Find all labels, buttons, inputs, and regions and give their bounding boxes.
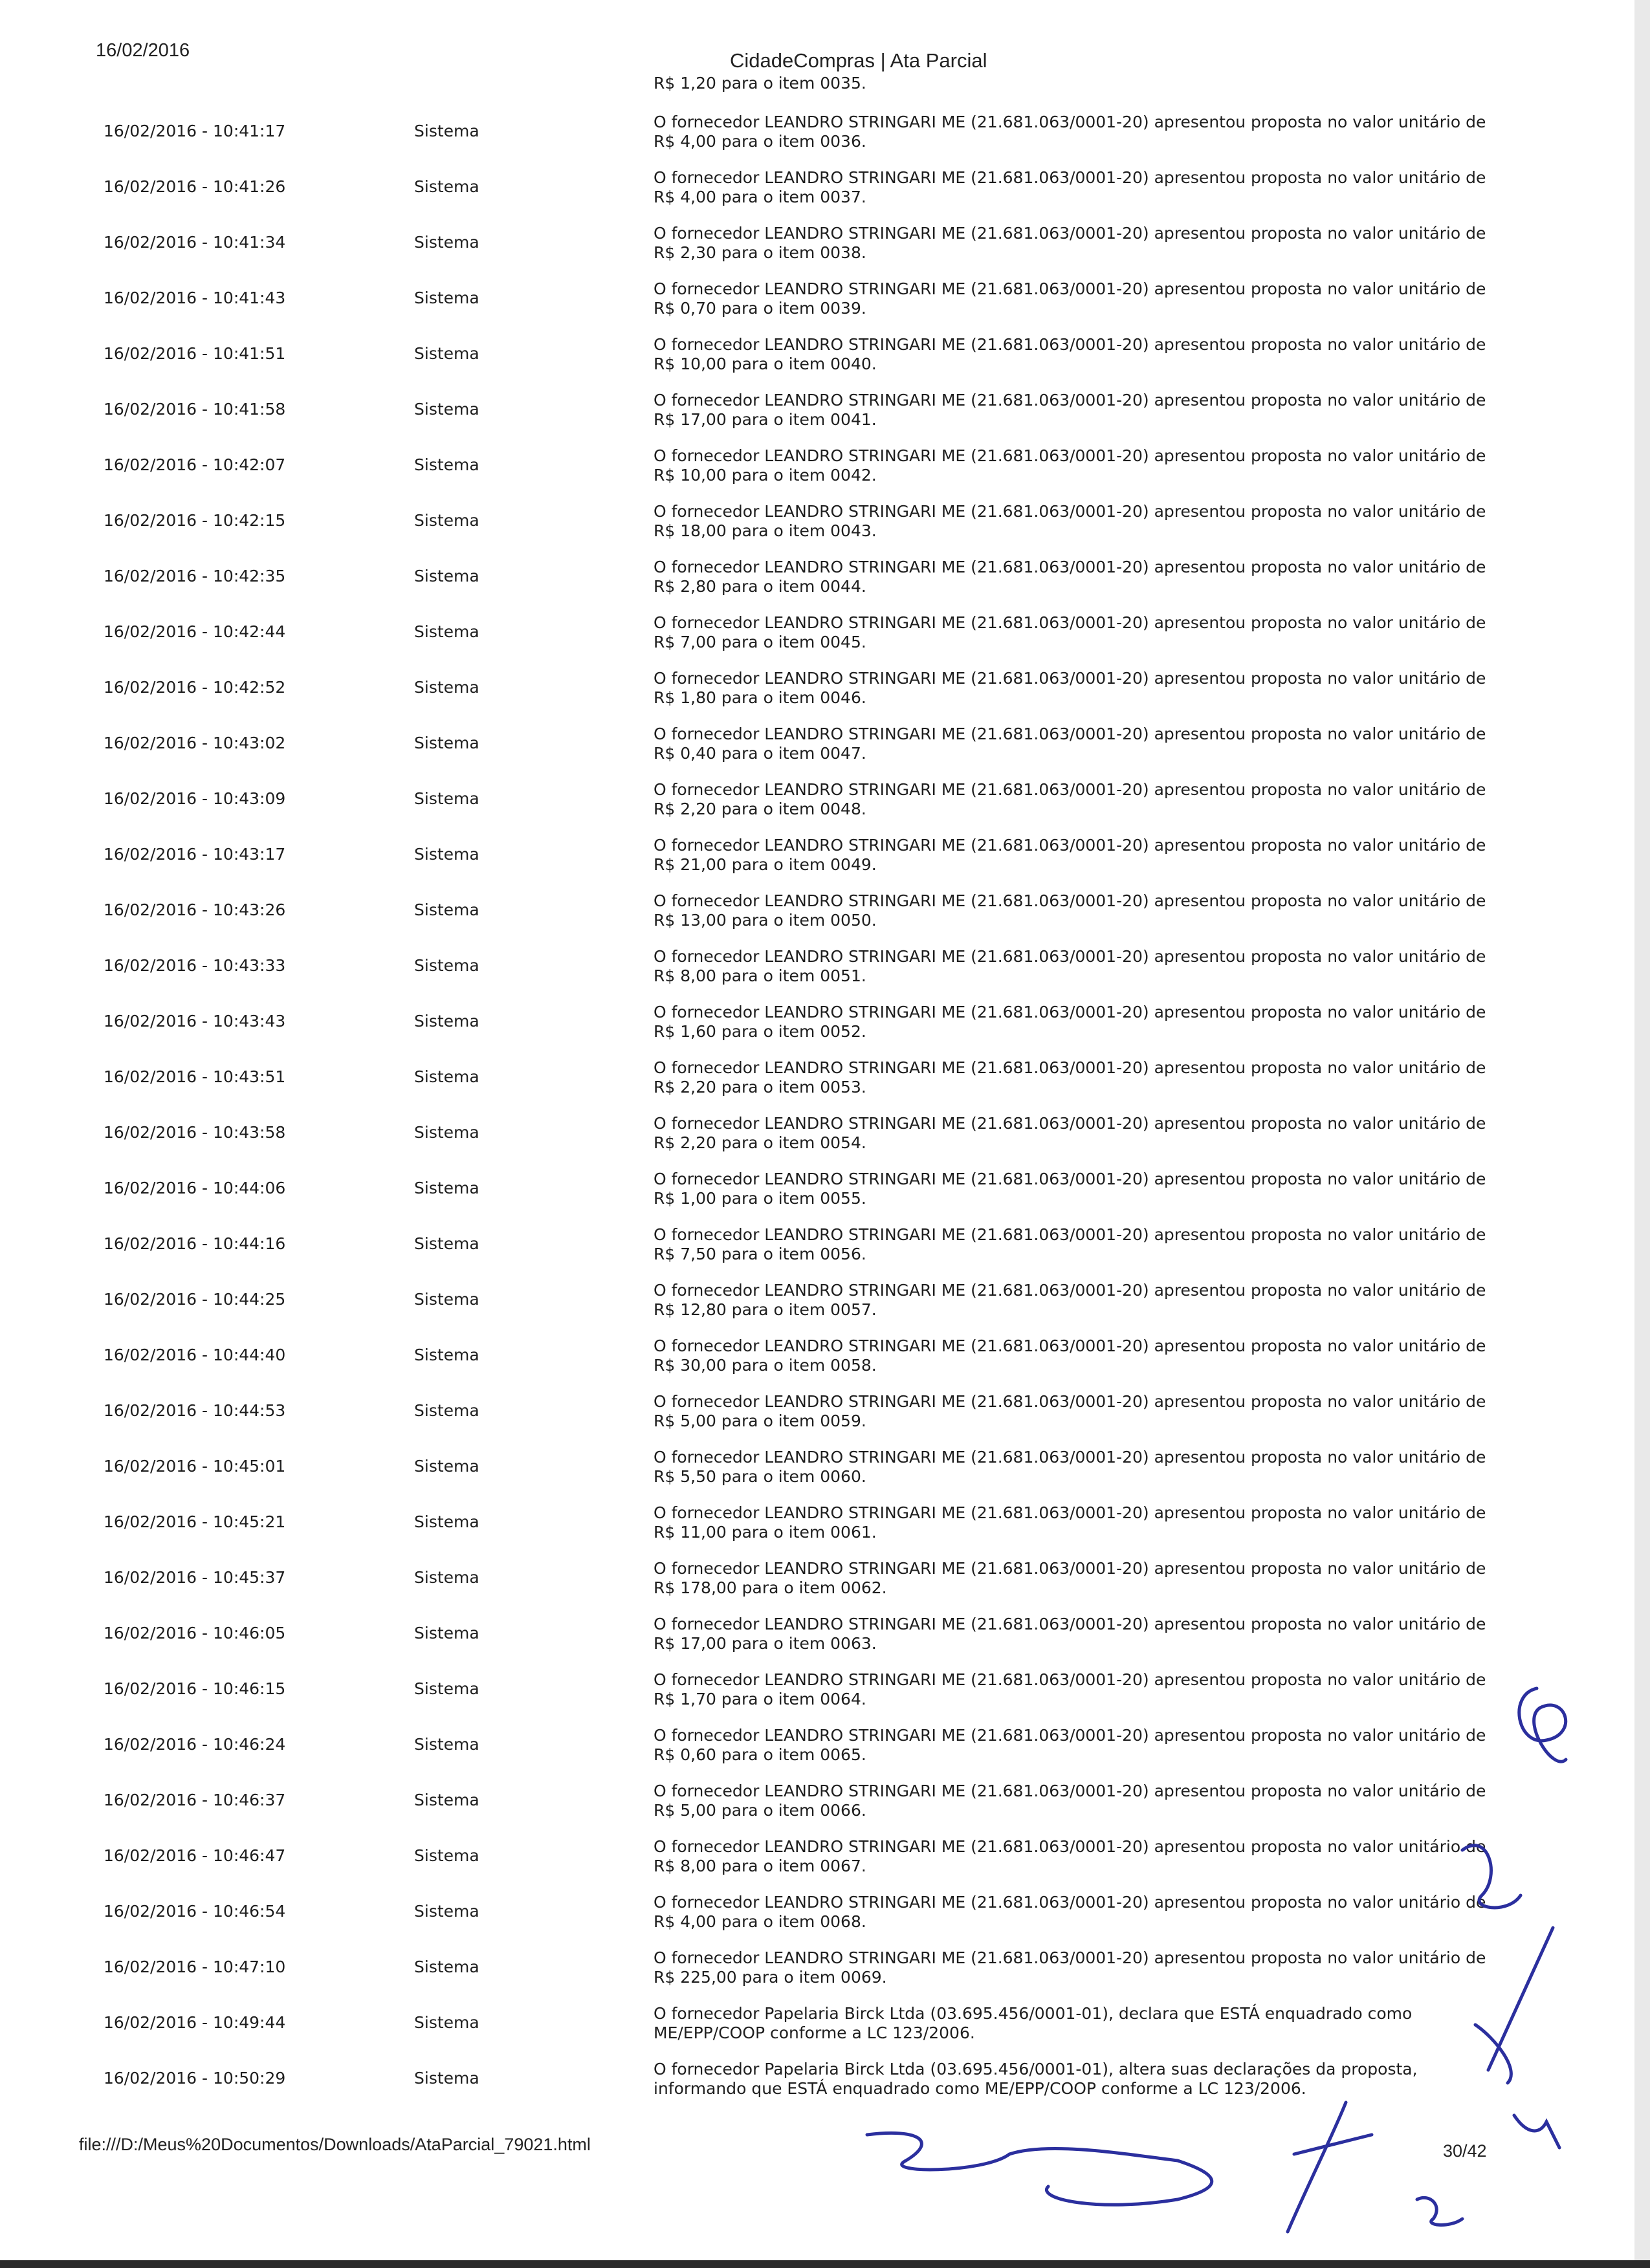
log-datetime: 16/02/2016 - 10:43:09: [104, 789, 286, 808]
log-datetime: 16/02/2016 - 10:42:07: [104, 455, 286, 474]
log-source: Sistema: [414, 233, 479, 252]
log-entry: [0, 538, 1650, 594]
log-datetime: 16/02/2016 - 10:41:26: [104, 177, 286, 196]
log-message: O fornecedor LEANDRO STRINGARI ME (21.681.063/0001-20) apresentou proposta no valor unitário de R$ 30,00 para o item 0058.: [654, 1336, 1486, 1375]
log-source: Sistema: [414, 1791, 479, 1809]
log-entry: [0, 1929, 1650, 1985]
log-message: O fornecedor LEANDRO STRINGARI ME (21.681.063/0001-20) apresentou proposta no valor unitário de R$ 1,00 para o item 0055.: [654, 1170, 1486, 1208]
log-entry: [0, 260, 1650, 316]
log-message: O fornecedor LEANDRO STRINGARI ME (21.681.063/0001-20) apresentou proposta no valor unitário de R$ 21,00 para o item 0049.: [654, 836, 1486, 874]
log-entry: [0, 928, 1650, 983]
log-entry: [0, 1428, 1650, 1484]
signature-mark-5: [867, 2133, 1009, 2170]
log-entry: [0, 1985, 1650, 2040]
log-datetime: 16/02/2016 - 10:44:40: [104, 1346, 286, 1364]
log-datetime: 16/02/2016 - 10:47:10: [104, 1957, 286, 1976]
log-message: R$ 1,20 para o item 0035.: [654, 74, 866, 93]
log-datetime: 16/02/2016 - 10:43:43: [104, 1012, 286, 1030]
log-message: O fornecedor LEANDRO STRINGARI ME (21.681.063/0001-20) apresentou proposta no valor unitário de R$ 1,70 para o item 0064.: [654, 1670, 1486, 1708]
log-datetime: 16/02/2016 - 10:44:25: [104, 1290, 286, 1309]
log-entry: [0, 1261, 1650, 1317]
log-source: Sistema: [414, 1012, 479, 1030]
log-source: Sistema: [414, 2069, 479, 2088]
log-datetime: 16/02/2016 - 10:46:47: [104, 1846, 286, 1865]
log-message: O fornecedor LEANDRO STRINGARI ME (21.681.063/0001-20) apresentou proposta no valor unitário de R$ 8,00 para o item 0067.: [654, 1837, 1486, 1875]
log-message: O fornecedor LEANDRO STRINGARI ME (21.681.063/0001-20) apresentou proposta no valor unitário de R$ 2,30 para o item 0038.: [654, 224, 1486, 262]
log-entry: [0, 705, 1650, 761]
log-source: Sistema: [414, 1123, 479, 1142]
log-source: Sistema: [414, 956, 479, 975]
log-entry: [0, 149, 1650, 204]
log-source: Sistema: [414, 1067, 479, 1086]
log-source: Sistema: [414, 400, 479, 419]
log-datetime: 16/02/2016 - 10:44:06: [104, 1179, 286, 1197]
log-datetime: 16/02/2016 - 10:44:16: [104, 1234, 286, 1253]
log-message: O fornecedor LEANDRO STRINGARI ME (21.681.063/0001-20) apresentou proposta no valor unitário de R$ 0,70 para o item 0039.: [654, 279, 1486, 318]
log-entry: [0, 1818, 1650, 1873]
log-entry: [0, 1484, 1650, 1540]
log-entry: [0, 427, 1650, 483]
log-source: Sistema: [414, 1457, 479, 1476]
log-datetime: 16/02/2016 - 10:42:35: [104, 567, 286, 585]
log-message: O fornecedor LEANDRO STRINGARI ME (21.681.063/0001-20) apresentou proposta no valor unitário de R$ 7,00 para o item 0045.: [654, 613, 1486, 651]
log-entry: [0, 1762, 1650, 1818]
log-datetime: 16/02/2016 - 10:42:44: [104, 622, 286, 641]
log-source: Sistema: [414, 845, 479, 864]
log-source: Sistema: [414, 1290, 479, 1309]
log-entry: [0, 1095, 1650, 1150]
log-datetime: 16/02/2016 - 10:41:51: [104, 344, 286, 363]
log-entry: [0, 1039, 1650, 1095]
log-entry: [0, 1150, 1650, 1206]
log-datetime: 16/02/2016 - 10:50:29: [104, 2069, 286, 2088]
log-source: Sistema: [414, 900, 479, 919]
log-source: Sistema: [414, 1957, 479, 1976]
log-datetime: 16/02/2016 - 10:45:01: [104, 1457, 286, 1476]
log-source: Sistema: [414, 1179, 479, 1197]
scan-edge: [0, 2260, 1650, 2268]
log-message: O fornecedor LEANDRO STRINGARI ME (21.681.063/0001-20) apresentou proposta no valor unitário de R$ 1,60 para o item 0052.: [654, 1003, 1486, 1041]
log-source: Sistema: [414, 1401, 479, 1420]
log-datetime: 16/02/2016 - 10:42:52: [104, 678, 286, 697]
scan-margin: [1634, 0, 1650, 2268]
log-message: O fornecedor LEANDRO STRINGARI ME (21.681.063/0001-20) apresentou proposta no valor unitário de R$ 17,00 para o item 0041.: [654, 391, 1486, 429]
log-source: Sistema: [414, 455, 479, 474]
log-datetime: 16/02/2016 - 10:43:51: [104, 1067, 286, 1086]
log-datetime: 16/02/2016 - 10:49:44: [104, 2013, 286, 2032]
log-message: O fornecedor LEANDRO STRINGARI ME (21.681.063/0001-20) apresentou proposta no valor unitário de R$ 8,00 para o item 0051.: [654, 947, 1486, 985]
print-date: 16/02/2016: [96, 40, 190, 61]
log-source: Sistema: [414, 1735, 479, 1754]
log-message: O fornecedor LEANDRO STRINGARI ME (21.681.063/0001-20) apresentou proposta no valor unitário de R$ 11,00 para o item 0061.: [654, 1503, 1486, 1542]
signature-mark-4: [1514, 2115, 1559, 2148]
log-message: O fornecedor LEANDRO STRINGARI ME (21.681.063/0001-20) apresentou proposta no valor unitário de R$ 1,80 para o item 0046.: [654, 669, 1486, 707]
log-message: O fornecedor LEANDRO STRINGARI ME (21.681.063/0001-20) apresentou proposta no valor unitário de R$ 4,00 para o item 0036.: [654, 113, 1486, 151]
log-message: O fornecedor LEANDRO STRINGARI ME (21.681.063/0001-20) apresentou proposta no valor unitário de R$ 12,80 para o item 0057.: [654, 1281, 1486, 1319]
log-message: O fornecedor LEANDRO STRINGARI ME (21.681.063/0001-20) apresentou proposta no valor unitário de R$ 2,20 para o item 0054.: [654, 1114, 1486, 1152]
log-source: Sistema: [414, 1512, 479, 1531]
signature-mark-6: [1009, 2148, 1212, 2205]
log-datetime: 16/02/2016 - 10:41:34: [104, 233, 286, 252]
log-message: O fornecedor LEANDRO STRINGARI ME (21.681.063/0001-20) apresentou proposta no valor unitário de R$ 0,60 para o item 0065.: [654, 1726, 1486, 1764]
log-datetime: 16/02/2016 - 10:46:54: [104, 1902, 286, 1921]
log-message: O fornecedor LEANDRO STRINGARI ME (21.681.063/0001-20) apresentou proposta no valor unitário de R$ 2,20 para o item 0048.: [654, 780, 1486, 818]
log-source: Sistema: [414, 1846, 479, 1865]
log-message: O fornecedor LEANDRO STRINGARI ME (21.681.063/0001-20) apresentou proposta no valor unitário de R$ 10,00 para o item 0040.: [654, 335, 1486, 373]
log-message: O fornecedor LEANDRO STRINGARI ME (21.681.063/0001-20) apresentou proposta no valor unitário de R$ 10,00 para o item 0042.: [654, 446, 1486, 485]
log-datetime: 16/02/2016 - 10:46:24: [104, 1735, 286, 1754]
log-entry: [0, 816, 1650, 872]
log-message: O fornecedor LEANDRO STRINGARI ME (21.681.063/0001-20) apresentou proposta no valor unitário de R$ 0,40 para o item 0047.: [654, 725, 1486, 763]
log-datetime: 16/02/2016 - 10:43:26: [104, 900, 286, 919]
log-message: O fornecedor LEANDRO STRINGARI ME (21.681.063/0001-20) apresentou proposta no valor unitário de R$ 17,00 para o item 0063.: [654, 1615, 1486, 1653]
log-datetime: 16/02/2016 - 10:43:02: [104, 734, 286, 752]
log-message: O fornecedor LEANDRO STRINGARI ME (21.681.063/0001-20) apresentou proposta no valor unitário de R$ 7,50 para o item 0056.: [654, 1225, 1486, 1263]
log-datetime: 16/02/2016 - 10:42:15: [104, 511, 286, 530]
log-message: O fornecedor LEANDRO STRINGARI ME (21.681.063/0001-20) apresentou proposta no valor unitário de R$ 178,00 para o item 0062.: [654, 1559, 1486, 1597]
log-message: O fornecedor Papelaria Birck Ltda (03.695.456/0001-01), altera suas declarações da proposta, informando que ESTÁ enquadrado como ME/EPP/COOP conforme a LC 123/2006.: [654, 2060, 1418, 2098]
log-source: Sistema: [414, 1624, 479, 1642]
log-source: Sistema: [414, 177, 479, 196]
log-source: Sistema: [414, 1234, 479, 1253]
log-message: O fornecedor LEANDRO STRINGARI ME (21.681.063/0001-20) apresentou proposta no valor unitário de R$ 2,20 para o item 0053.: [654, 1058, 1486, 1096]
log-source: Sistema: [414, 1902, 479, 1921]
log-message: O fornecedor LEANDRO STRINGARI ME (21.681.063/0001-20) apresentou proposta no valor unitário de R$ 2,80 para o item 0044.: [654, 558, 1486, 596]
log-datetime: 16/02/2016 - 10:45:21: [104, 1512, 286, 1531]
log-entry: [0, 93, 1650, 149]
log-source: Sistema: [414, 567, 479, 585]
log-message: O fornecedor LEANDRO STRINGARI ME (21.681.063/0001-20) apresentou proposta no valor unitário de R$ 5,00 para o item 0066.: [654, 1782, 1486, 1820]
page-number: 30/42: [1443, 2141, 1487, 2161]
signature-mark-8: [1417, 2197, 1462, 2225]
log-source: Sistema: [414, 734, 479, 752]
log-source: Sistema: [414, 1679, 479, 1698]
log-entry: [0, 872, 1650, 928]
signature-mark-7: [1288, 2102, 1372, 2232]
log-datetime: 16/02/2016 - 10:43:33: [104, 956, 286, 975]
log-entry: [0, 1651, 1650, 1706]
log-datetime: 16/02/2016 - 10:46:37: [104, 1791, 286, 1809]
log-entry: [0, 761, 1650, 816]
log-datetime: 16/02/2016 - 10:46:05: [104, 1624, 286, 1642]
log-source: Sistema: [414, 344, 479, 363]
log-entry: [0, 594, 1650, 649]
log-entry: [0, 1373, 1650, 1428]
log-entry: [0, 1595, 1650, 1651]
log-source: Sistema: [414, 789, 479, 808]
log-entry: [0, 316, 1650, 371]
log-entry: [0, 1317, 1650, 1373]
log-datetime: 16/02/2016 - 10:44:53: [104, 1401, 286, 1420]
log-entry: [0, 371, 1650, 427]
log-entry: [0, 1706, 1650, 1762]
log-source: Sistema: [414, 289, 479, 307]
log-source: Sistema: [414, 1346, 479, 1364]
file-path: file:///D:/Meus%20Documentos/Downloads/AtaParcial_79021.html: [79, 2135, 591, 2154]
log-entry: [0, 483, 1650, 538]
log-datetime: 16/02/2016 - 10:41:17: [104, 122, 286, 140]
log-message: O fornecedor Papelaria Birck Ltda (03.695.456/0001-01), declara que ESTÁ enquadrado como ME/EPP/COOP conforme a LC 123/2006.: [654, 2004, 1413, 2042]
log-datetime: 16/02/2016 - 10:45:37: [104, 1568, 286, 1587]
log-entry: [0, 983, 1650, 1039]
log-datetime: 16/02/2016 - 10:43:17: [104, 845, 286, 864]
log-datetime: 16/02/2016 - 10:41:43: [104, 289, 286, 307]
log-source: Sistema: [414, 122, 479, 140]
log-source: Sistema: [414, 2013, 479, 2032]
log-entry: [0, 1206, 1650, 1261]
log-entry: [0, 1540, 1650, 1595]
log-entry: [0, 2040, 1650, 2096]
log-message: O fornecedor LEANDRO STRINGARI ME (21.681.063/0001-20) apresentou proposta no valor unitário de R$ 5,00 para o item 0059.: [654, 1392, 1486, 1430]
log-entry: [0, 204, 1650, 260]
log-datetime: 16/02/2016 - 10:41:58: [104, 400, 286, 419]
log-source: Sistema: [414, 622, 479, 641]
log-message: O fornecedor LEANDRO STRINGARI ME (21.681.063/0001-20) apresentou proposta no valor unitário de R$ 225,00 para o item 0069.: [654, 1948, 1486, 1987]
page-title: CidadeCompras | Ata Parcial: [730, 49, 987, 72]
log-entry: [0, 1873, 1650, 1929]
log-source: Sistema: [414, 1568, 479, 1587]
log-source: Sistema: [414, 511, 479, 530]
log-datetime: 16/02/2016 - 10:46:15: [104, 1679, 286, 1698]
log-source: Sistema: [414, 678, 479, 697]
log-message: O fornecedor LEANDRO STRINGARI ME (21.681.063/0001-20) apresentou proposta no valor unitário de R$ 13,00 para o item 0050.: [654, 891, 1486, 930]
log-message: O fornecedor LEANDRO STRINGARI ME (21.681.063/0001-20) apresentou proposta no valor unitário de R$ 18,00 para o item 0043.: [654, 502, 1486, 540]
log-entry: [0, 649, 1650, 705]
log-message: O fornecedor LEANDRO STRINGARI ME (21.681.063/0001-20) apresentou proposta no valor unitário de R$ 4,00 para o item 0068.: [654, 1893, 1486, 1931]
log-message: O fornecedor LEANDRO STRINGARI ME (21.681.063/0001-20) apresentou proposta no valor unitário de R$ 4,00 para o item 0037.: [654, 168, 1486, 206]
log-datetime: 16/02/2016 - 10:43:58: [104, 1123, 286, 1142]
log-message: O fornecedor LEANDRO STRINGARI ME (21.681.063/0001-20) apresentou proposta no valor unitário de R$ 5,50 para o item 0060.: [654, 1448, 1486, 1486]
